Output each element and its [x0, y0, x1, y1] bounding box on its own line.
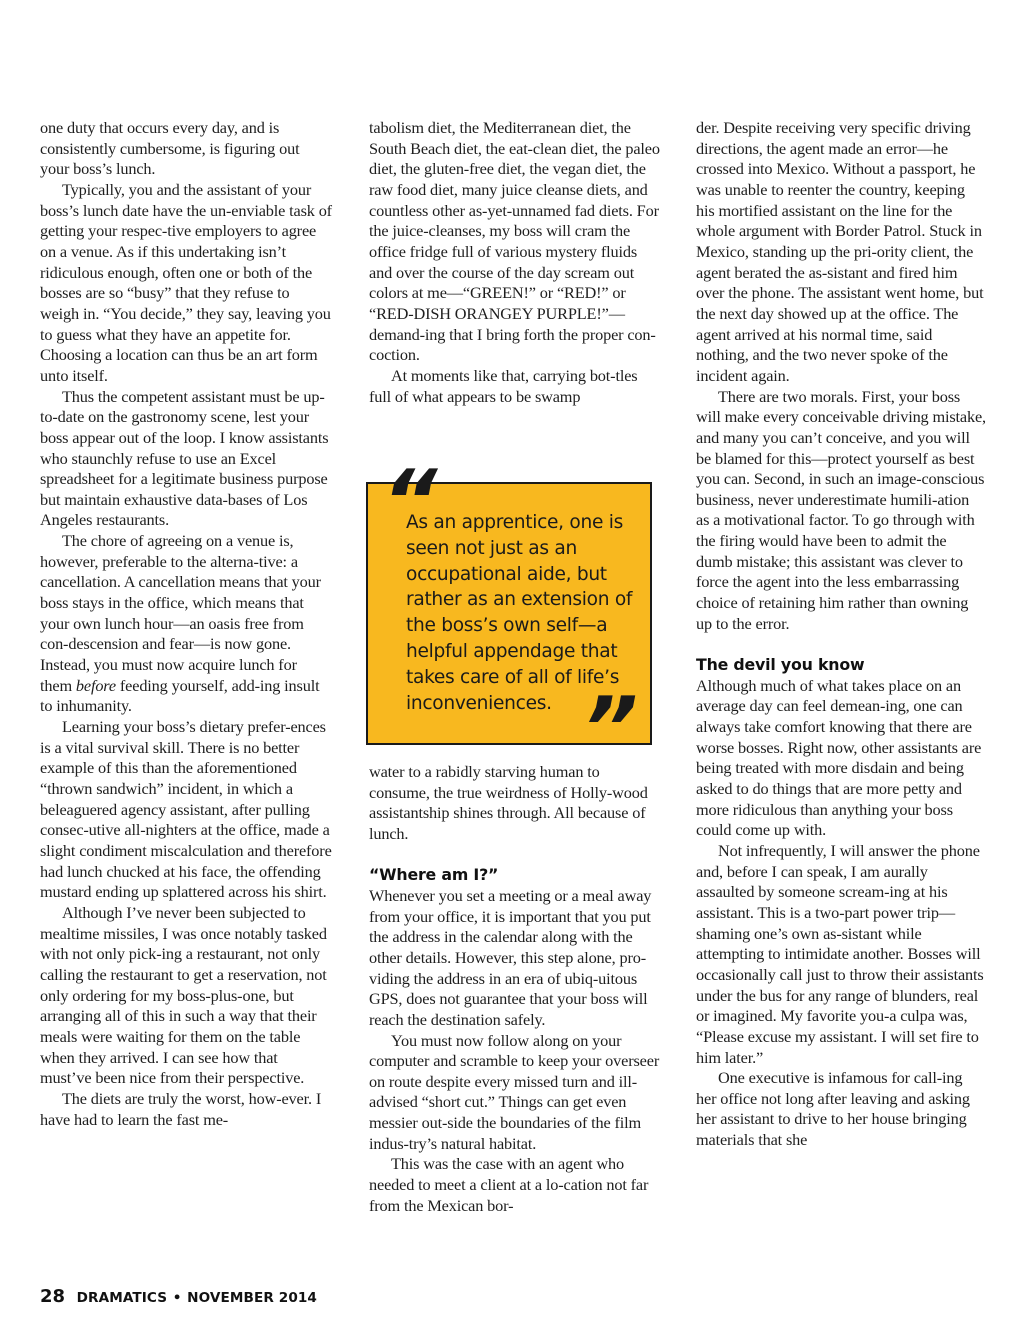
footer-separator: •	[172, 1290, 182, 1306]
paragraph: der. Despite receiving very specific driving directions, the agent made an error—he crossed into Mexico. Without a passport, he was unable to reenter the country, keeping his mortified assistant on the line for the whole argument with Border Patrol. Stuck in Mexico, standing up the pri-ority client, the agent berated the as-sistant and fired him over the phone. The assistant went home, but the next day showed up at the office. The agent arrived at his normal time, said nothing, and the two never spoke of the incident again.	[696, 118, 984, 385]
page-footer	[40, 1286, 317, 1307]
close-quote-icon: ”	[582, 679, 632, 779]
page-number: 28	[40, 1286, 66, 1307]
article-column-1	[40, 118, 332, 1130]
section-heading: The devil you know	[696, 655, 865, 675]
paragraph: tabolism diet, the Mediterranean diet, the South Beach diet, the eat-clean diet, the paleo diet, the gluten-free diet, the vegan diet, the raw food diet, many juice cleanse diets, and countless other as-yet-unnamed fad diets. For the juice-cleanses, my boss will cram the office fridge full of various mystery fluids and over the course of the day scream out colors at me—“GREEN!” or “RED!” or “RED-DISH ORANGEY PURPLE!”—demand-ing that I bring forth the proper con-coction.	[369, 118, 660, 365]
article-column-2-bottom	[369, 762, 663, 1216]
section-spacer	[369, 845, 663, 866]
paragraph-text: The chore of agreeing on a venue is, however, preferable to the alterna-tive: a cancellation. A cancellation means that your boss stays in the office, which means that your own lunch hour—an oasis free from con-descension and fear—is now gone. Instead, you must now acquire lunch for them	[40, 531, 321, 695]
paragraph-text: feeding yourself, add-ing insult to inhumanity.	[40, 675, 320, 716]
pull-quote-text: As an apprentice, one is seen not just as an occupational aide, but rather as an extension of the boss’s own self—a helpful appendage that takes care of all of life’s inconveniences.	[406, 512, 633, 714]
paragraph: Whenever you set a meeting or a meal away from your office, it is important that you put the address in the calendar along with the other details. However, this step alone, pro-viding the address in an era of ubiq-uitous GPS, does not guarantee that your boss will reach the destination safely.	[369, 885, 652, 1029]
paragraph: one duty that occurs every day, and is consistently cumbersome, is figuring out your boss’s lunch.	[40, 118, 300, 179]
open-quote-icon: “	[382, 452, 432, 552]
article-column-3	[696, 118, 986, 1151]
paragraph: You must now follow along on your computer and scramble to keep your overseer on route despite every missed turn and ill-advised “short cut.” Things can get even messier out-side the boundaries of the film indus-try’s natural habitat.	[369, 1030, 660, 1153]
paragraph: water to a rabidly starving human to consume, the true weirdness of Holly-wood assistantship shines through. All because of lunch.	[369, 762, 648, 843]
paragraph: At moments like that, carrying bot-tles full of what appears to be swamp	[369, 365, 638, 406]
paragraph: This was the case with an agent who needed to meet a client at a lo-cation not far from the Mexican bor-	[369, 1154, 649, 1215]
paragraph	[40, 531, 332, 717]
paragraph: Typically, you and the assistant of your boss’s lunch date have the un-enviable task of getting your respec-tive employers to agree on a venue. As if this undertaking isn’t ridiculous enough, often one or both of the bosses are so “busy” that they refuse to weigh in. “You decide,” they say, leaving you to guess what they have an appetite for. Choosing a location can thus be an art form unto itself.	[40, 179, 332, 385]
emphasis-text: before	[75, 675, 116, 695]
paragraph: The diets are truly the worst, how-ever. I have had to learn the fast me-	[40, 1088, 322, 1129]
pull-quote-box	[366, 452, 652, 779]
paragraph: Not infrequently, I will answer the phone and, before I can speak, I am aurally assaulted by someone scream-ing at his assistant. This is a two-part power trip—shaming one’s own as-sistant while attempting to intimidate another. Bosses will occasionally call just to throw their assistants under the bus for any range of blunders, real or imagined. My favorite you-a culpa was, “Please excuse my assistant. I will set fire to him later.”	[696, 840, 984, 1067]
section-spacer	[696, 634, 986, 655]
issue-date: NOVEMBER 2014	[187, 1290, 317, 1306]
section-heading: “Where am I?”	[369, 865, 499, 885]
paragraph: Learning your boss’s dietary prefer-ences is a vital survival skill. There is no better example of this than the aforementioned “thrown sandwich” incident, in which a beleaguered agency assistant, after pulling consec-utive all-nighters at the office, made a slight condiment miscalculation and therefore had lunch chucked at his face, the offending mustard ending up splattered across his shirt.	[40, 717, 332, 902]
paragraph: Although much of what takes place on an average day can feel demean-ing, one can always take comfort knowing that there are worse bosses. Right now, other assistants are being treated with more disdain and being asked to do things that are more petty and more ridiculous than anything your boss could come up with.	[696, 675, 982, 840]
article-column-2-top	[369, 118, 663, 407]
paragraph: There are two morals. First, your boss will make every conceivable driving mistake, and many you can’t conceive, and you will be blamed for this—protect yourself as best you can. Second, in such an image-conscious business, never underestimate humili-ation as a motivational factor. To go through with the firing would have been to admit the dumb mistake; this assistant was clever to force the agent into the less embarrassing choice of retaining him rather than owning up to the error.	[696, 386, 986, 633]
paragraph: Thus the competent assistant must be up-to-date on the gastronomy scene, lest your boss appear out of the loop. I know assistants who staunchly refuse to use an Excel spreadsheet for a legitimate business purpose but maintain exhaustive data-bases of Los Angeles restaurants.	[40, 386, 329, 530]
magazine-name: DRAMATICS	[76, 1290, 168, 1306]
paragraph: Although I’ve never been subjected to mealtime missiles, I was once notably tasked with not only pick-ing a restaurant, not only calling the restaurant to get a reservation, not only ordering for my boss-plus-one, but arranging all of this in such a way that their meals were waiting for them on the table when they arrived. I can see how that must’ve been nice from their perspective.	[40, 902, 327, 1088]
paragraph: One executive is infamous for call-ing her office not long after leaving and asking her assistant to drive to her house bringing materials that she	[696, 1068, 970, 1150]
